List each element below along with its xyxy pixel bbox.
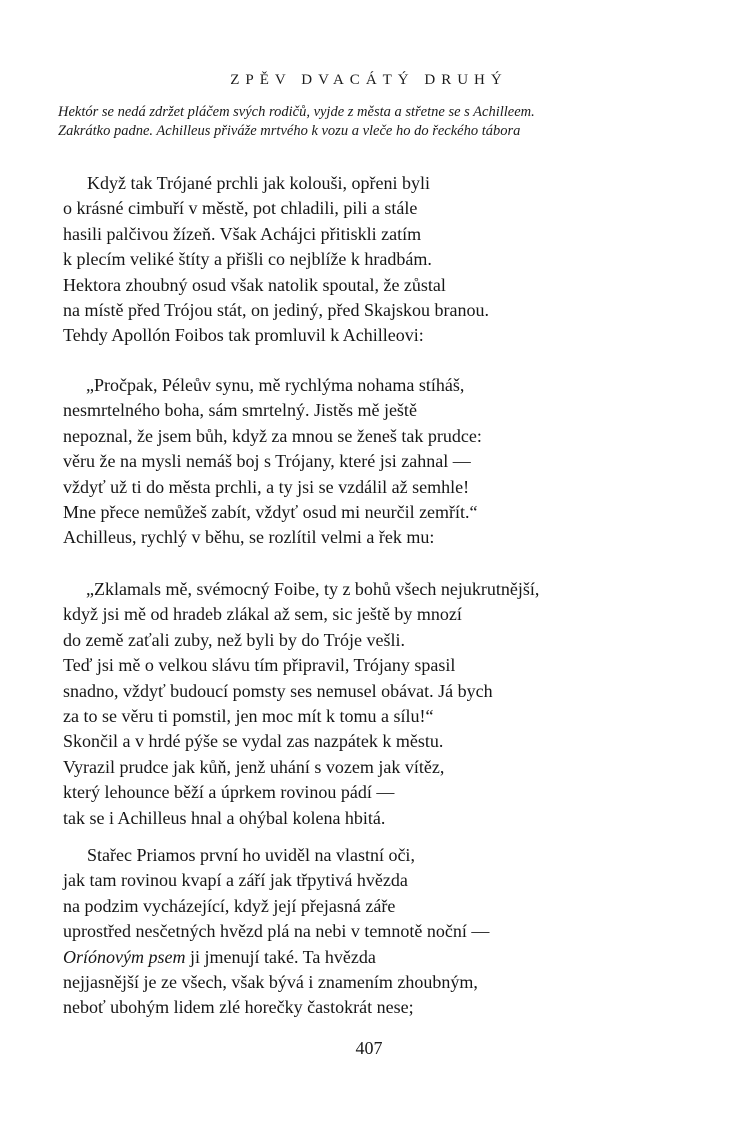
verse-line: o krásné cimbuří v městě, pot chladili, pili a stále (63, 198, 418, 219)
chapter-summary (58, 103, 698, 141)
verse-line: když jsi mě od hradeb zlákal až sem, sic ještě by mnozí (63, 604, 462, 625)
verse-line: Skončil a v hrdé pýše se vydal zas nazpátek k městu. (63, 731, 444, 752)
summary-line: Zakrátko padne. Achilleus přiváže mrtvého k vozu a vleče ho do řeckého tábora (58, 123, 521, 139)
verse-line: Achilleus, rychlý v běhu, se rozlítil velmi a řek mu: (63, 527, 435, 548)
verse-line: Mne přece nemůžeš zabít, vždyť osud mi neurčil zemřít.“ (63, 502, 478, 523)
verse-line-rest: ji jmenují také. Ta hvězda (185, 946, 376, 967)
verse-line: na místě před Trójou stát, on jediný, před Skajskou branou. (63, 300, 489, 321)
verse-line: nesmrtelného boha, sám smrtelný. Jistěs mě ještě (63, 400, 417, 421)
verse-line: Vyrazil prudce jak kůň, jenž uhání s vozem jak vítěz, (63, 756, 445, 777)
verse-line: neboť ubohým lidem zlé horečky častokrát nese; (63, 997, 414, 1018)
italic-phrase: Oríónovým psem (63, 946, 186, 967)
verse-line: který lehounce běží a úprkem rovinou pádí — (63, 782, 395, 803)
verse-line: do země zaťali zuby, než byli by do Tróje vešli. (63, 629, 405, 650)
stanza (0, 171, 738, 349)
verse-line: „Zklamals mě, svémocný Foibe, ty z bohů všech nejukrutnější, (86, 579, 540, 599)
verse-line: nepoznal, že jsem bůh, když za mnou se ženeš tak prudce: (63, 425, 482, 446)
verse-line: věru že na mysli nemáš boj s Trójany, které jsi zahnal — (63, 451, 471, 472)
verse-line: jak tam rovinou kvapí a září jak třpytivá hvězda (63, 870, 408, 891)
summary-line: Hektór se nedá zdržet pláčem svých rodičů, vyjde z města a střetne se s Achilleem. (58, 104, 535, 120)
verse-line: k plecím veliké štíty a přišli co nejblíže k hradbám. (63, 249, 432, 270)
verse-line: Když tak Trójané prchli jak kolouši, opřeni byli (87, 173, 430, 193)
verse-line: tak se i Achilleus hnal a ohýbal kolena hbitá. (63, 807, 386, 828)
stanza (0, 843, 738, 1021)
stanza (0, 373, 738, 551)
verse-line: vždyť už ti do města prchli, a ty jsi se vzdálil až semhle! (63, 476, 470, 497)
verse-line: snadno, vždyť budoucí pomsty ses nemusel obávat. Já bych (63, 680, 493, 701)
verse-line: na podzim vycházející, když její přejasná záře (63, 895, 396, 916)
verse-line: Hektora zhoubný osud však natolik spoutal, že zůstal (63, 274, 446, 295)
verse-line: Tehdy Apollón Foibos tak promluvil k Achilleovi: (63, 325, 424, 346)
verse-line: „Pročpak, Péleův synu, mě rychlýma nohama stíháš, (86, 375, 465, 395)
verse-line (0, 945, 738, 970)
verse-line: uprostřed nesčetných hvězd plá na nebi v temnotě noční — (63, 921, 490, 942)
chapter-heading: ZPĚV DVACÁTÝ DRUHÝ (230, 72, 508, 88)
verse-line: nejjasnější je ze všech, však bývá i znamením zhoubným, (63, 972, 478, 993)
verse-line: Stařec Priamos první ho uviděl na vlastní oči, (87, 845, 415, 865)
verse-line: Teď jsi mě o velkou slávu tím připravil, Trójany spasil (63, 655, 456, 676)
verse-line: za to se věru ti pomstil, jen moc mít k tomu a sílu!“ (63, 706, 434, 727)
stanza (0, 577, 738, 831)
verse-line: hasili palčivou žízeň. Však Achájci přitiskli zatím (63, 223, 422, 244)
page-number: 407 (355, 1038, 383, 1058)
